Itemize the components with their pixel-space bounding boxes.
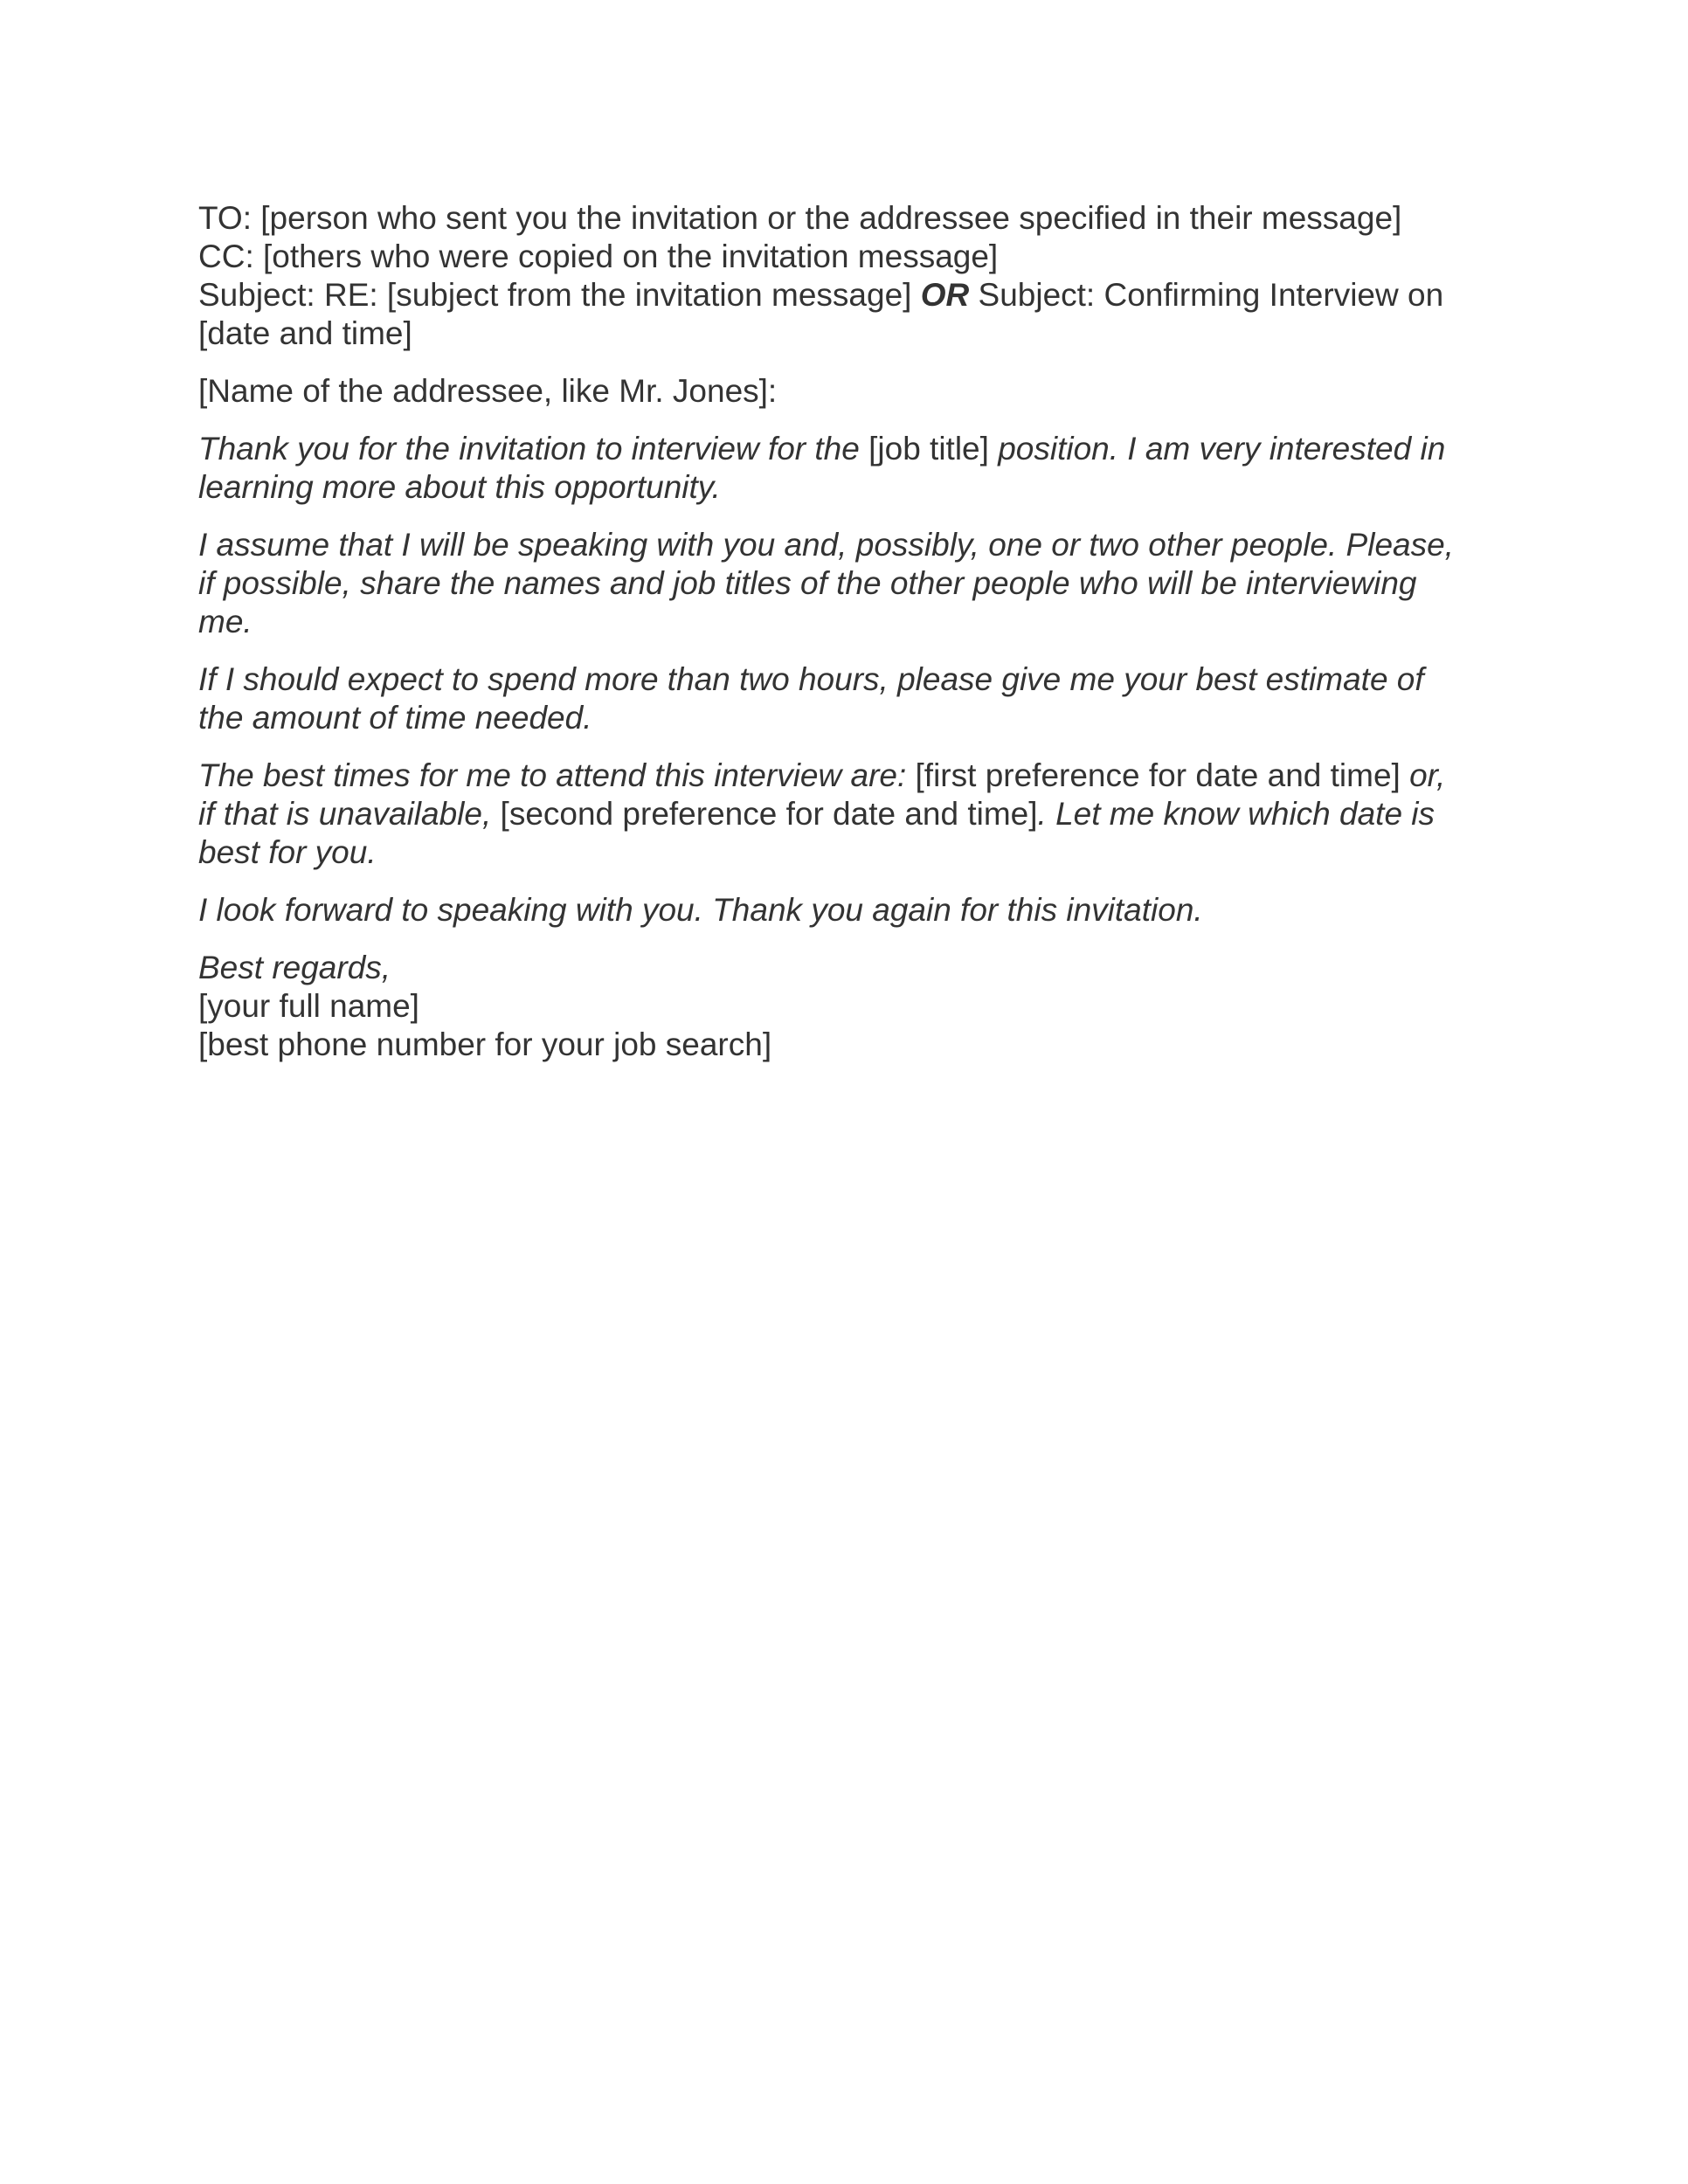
paragraph-best-times [198,757,1509,872]
paragraph-text: I look forward to speaking with you [198,892,695,928]
paragraph-line: learning more about this opportunity. [198,469,721,505]
paragraph-line [198,891,1509,930]
subject-line [198,276,1509,314]
job-title-placeholder: [job title] [868,431,989,467]
paragraph-thank-you [198,430,1509,507]
paragraph-text: The best times for me to attend this interview are: [198,757,907,793]
subject-text-confirming: Subject: Confirming Interview on [978,277,1444,313]
salutation-text: [Name of the addressee, like Mr. Jones]: [198,373,778,409]
subject-line-continued: [date and time] [198,315,412,351]
first-preference-placeholder: [first preference for date and time] [915,757,1401,793]
subject-text-re: Subject: RE: [subject from the invitation message] [198,277,912,313]
paragraph-line [198,795,1509,833]
paragraph-line: the amount of time needed. [198,700,592,736]
salutation [198,372,1509,411]
paragraph-line [198,430,1509,468]
second-preference-placeholder: [second preference for date and time] [500,796,1038,832]
paragraph-line: best for you. [198,834,377,870]
subject-or: OR [920,277,970,313]
paragraph-text: position. I am very interested in [998,431,1446,467]
email-letter-document [198,199,1509,1083]
paragraph-text: Thank you for the invitation to interview for the [198,431,860,467]
paragraph-time-estimate [198,660,1509,737]
paragraph-text: . Thank you again for this invitation. [694,892,1203,928]
paragraph-interviewers [198,526,1509,641]
paragraph-line: if possible, share the names and job titles of the other people who will be interviewing [198,565,1417,601]
paragraph-line: me. [198,604,253,639]
paragraph-line: I assume that I will be speaking with you and, possibly, one or two other people. Please, [198,527,1454,563]
full-name-placeholder: [your full name] [198,988,419,1024]
email-header [198,199,1509,353]
paragraph-line [198,757,1509,795]
phone-placeholder: [best phone number for your job search] [198,1026,772,1062]
paragraph-text: . Let me know which date is [1037,796,1435,832]
signoff: Best regards, [198,950,391,985]
paragraph-look-forward [198,891,1509,930]
paragraph-text: if that is unavailable, [198,796,492,832]
paragraph-text: or, [1409,757,1446,793]
closing [198,949,1509,1064]
paragraph-line: If I should expect to spend more than two hours, please give me your best estimate of [198,661,1424,697]
to-line: TO: [person who sent you the invitation or the addressee specified in their message] [198,200,1402,236]
cc-line: CC: [others who were copied on the invitation message] [198,238,999,274]
